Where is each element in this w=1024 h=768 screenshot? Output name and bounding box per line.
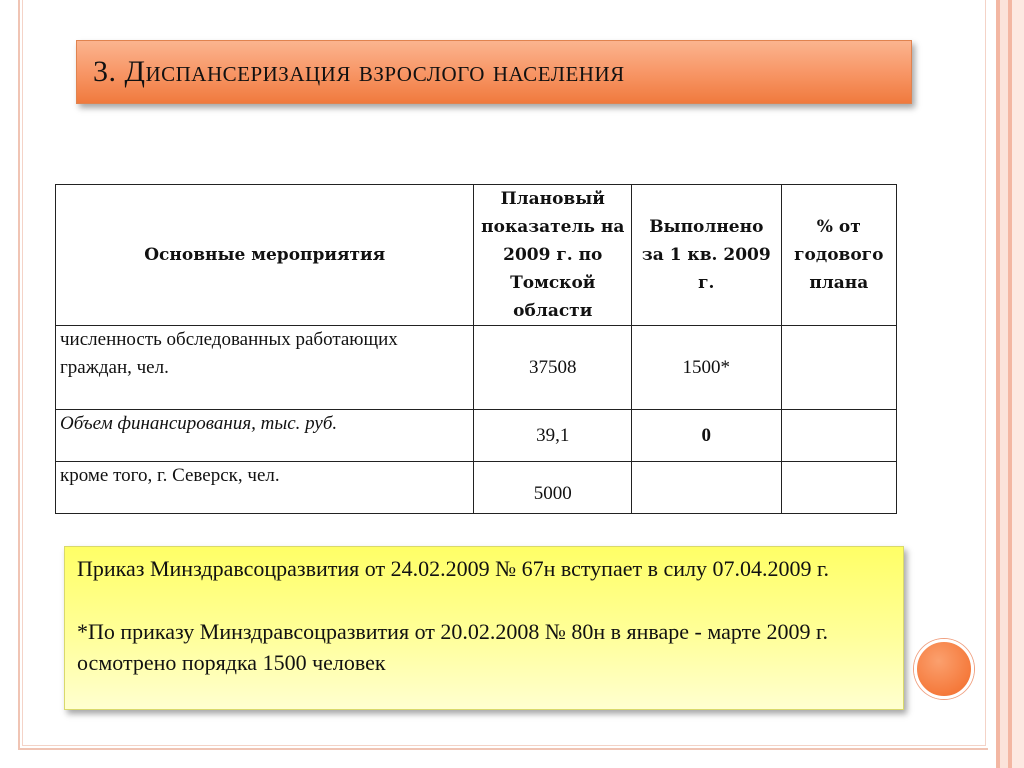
row-done: 0 [632,410,782,462]
table-row [56,462,897,514]
row-label: Объем финансирования, тыс. руб. [56,410,474,462]
decorative-stripes [988,0,1024,768]
table-header-row [56,185,897,326]
row-done [632,462,782,514]
table-row [56,410,897,462]
header-activities: Основные мероприятия [56,185,474,326]
page-title: 3. Диспансеризация взрослого населения [93,55,625,88]
note-box [64,546,904,710]
row-label: кроме того, г. Северск, чел. [56,462,474,514]
note-line-footnote: *По приказу Минздравсоцразвития от 20.02.2008 № 80н в январе - марте 2009 г. осмотрено порядка 1500 человек [77,619,829,675]
activities-table [55,184,897,514]
row-plan: 39,1 [474,410,632,462]
header-plan: Плановый показатель на 2009 г. по Томской области [474,185,632,326]
row-plan: 5000 [474,462,632,514]
note-line-order: Приказ Минздравсоцразвития от 24.02.2009 № 67н вступает в силу 07.04.2009 г. [77,556,830,581]
header-percent: % от годового плана [781,185,896,326]
row-percent [781,410,896,462]
row-percent [781,326,896,410]
title-box [76,40,912,104]
row-done: 1500* [632,326,782,410]
decorative-circle [914,639,974,699]
row-label: численность обследованных работающих граждан, чел. [56,326,474,410]
row-percent [781,462,896,514]
header-done: Выполнено за 1 кв. 2009 г. [632,185,782,326]
table-row [56,326,897,410]
row-plan: 37508 [474,326,632,410]
